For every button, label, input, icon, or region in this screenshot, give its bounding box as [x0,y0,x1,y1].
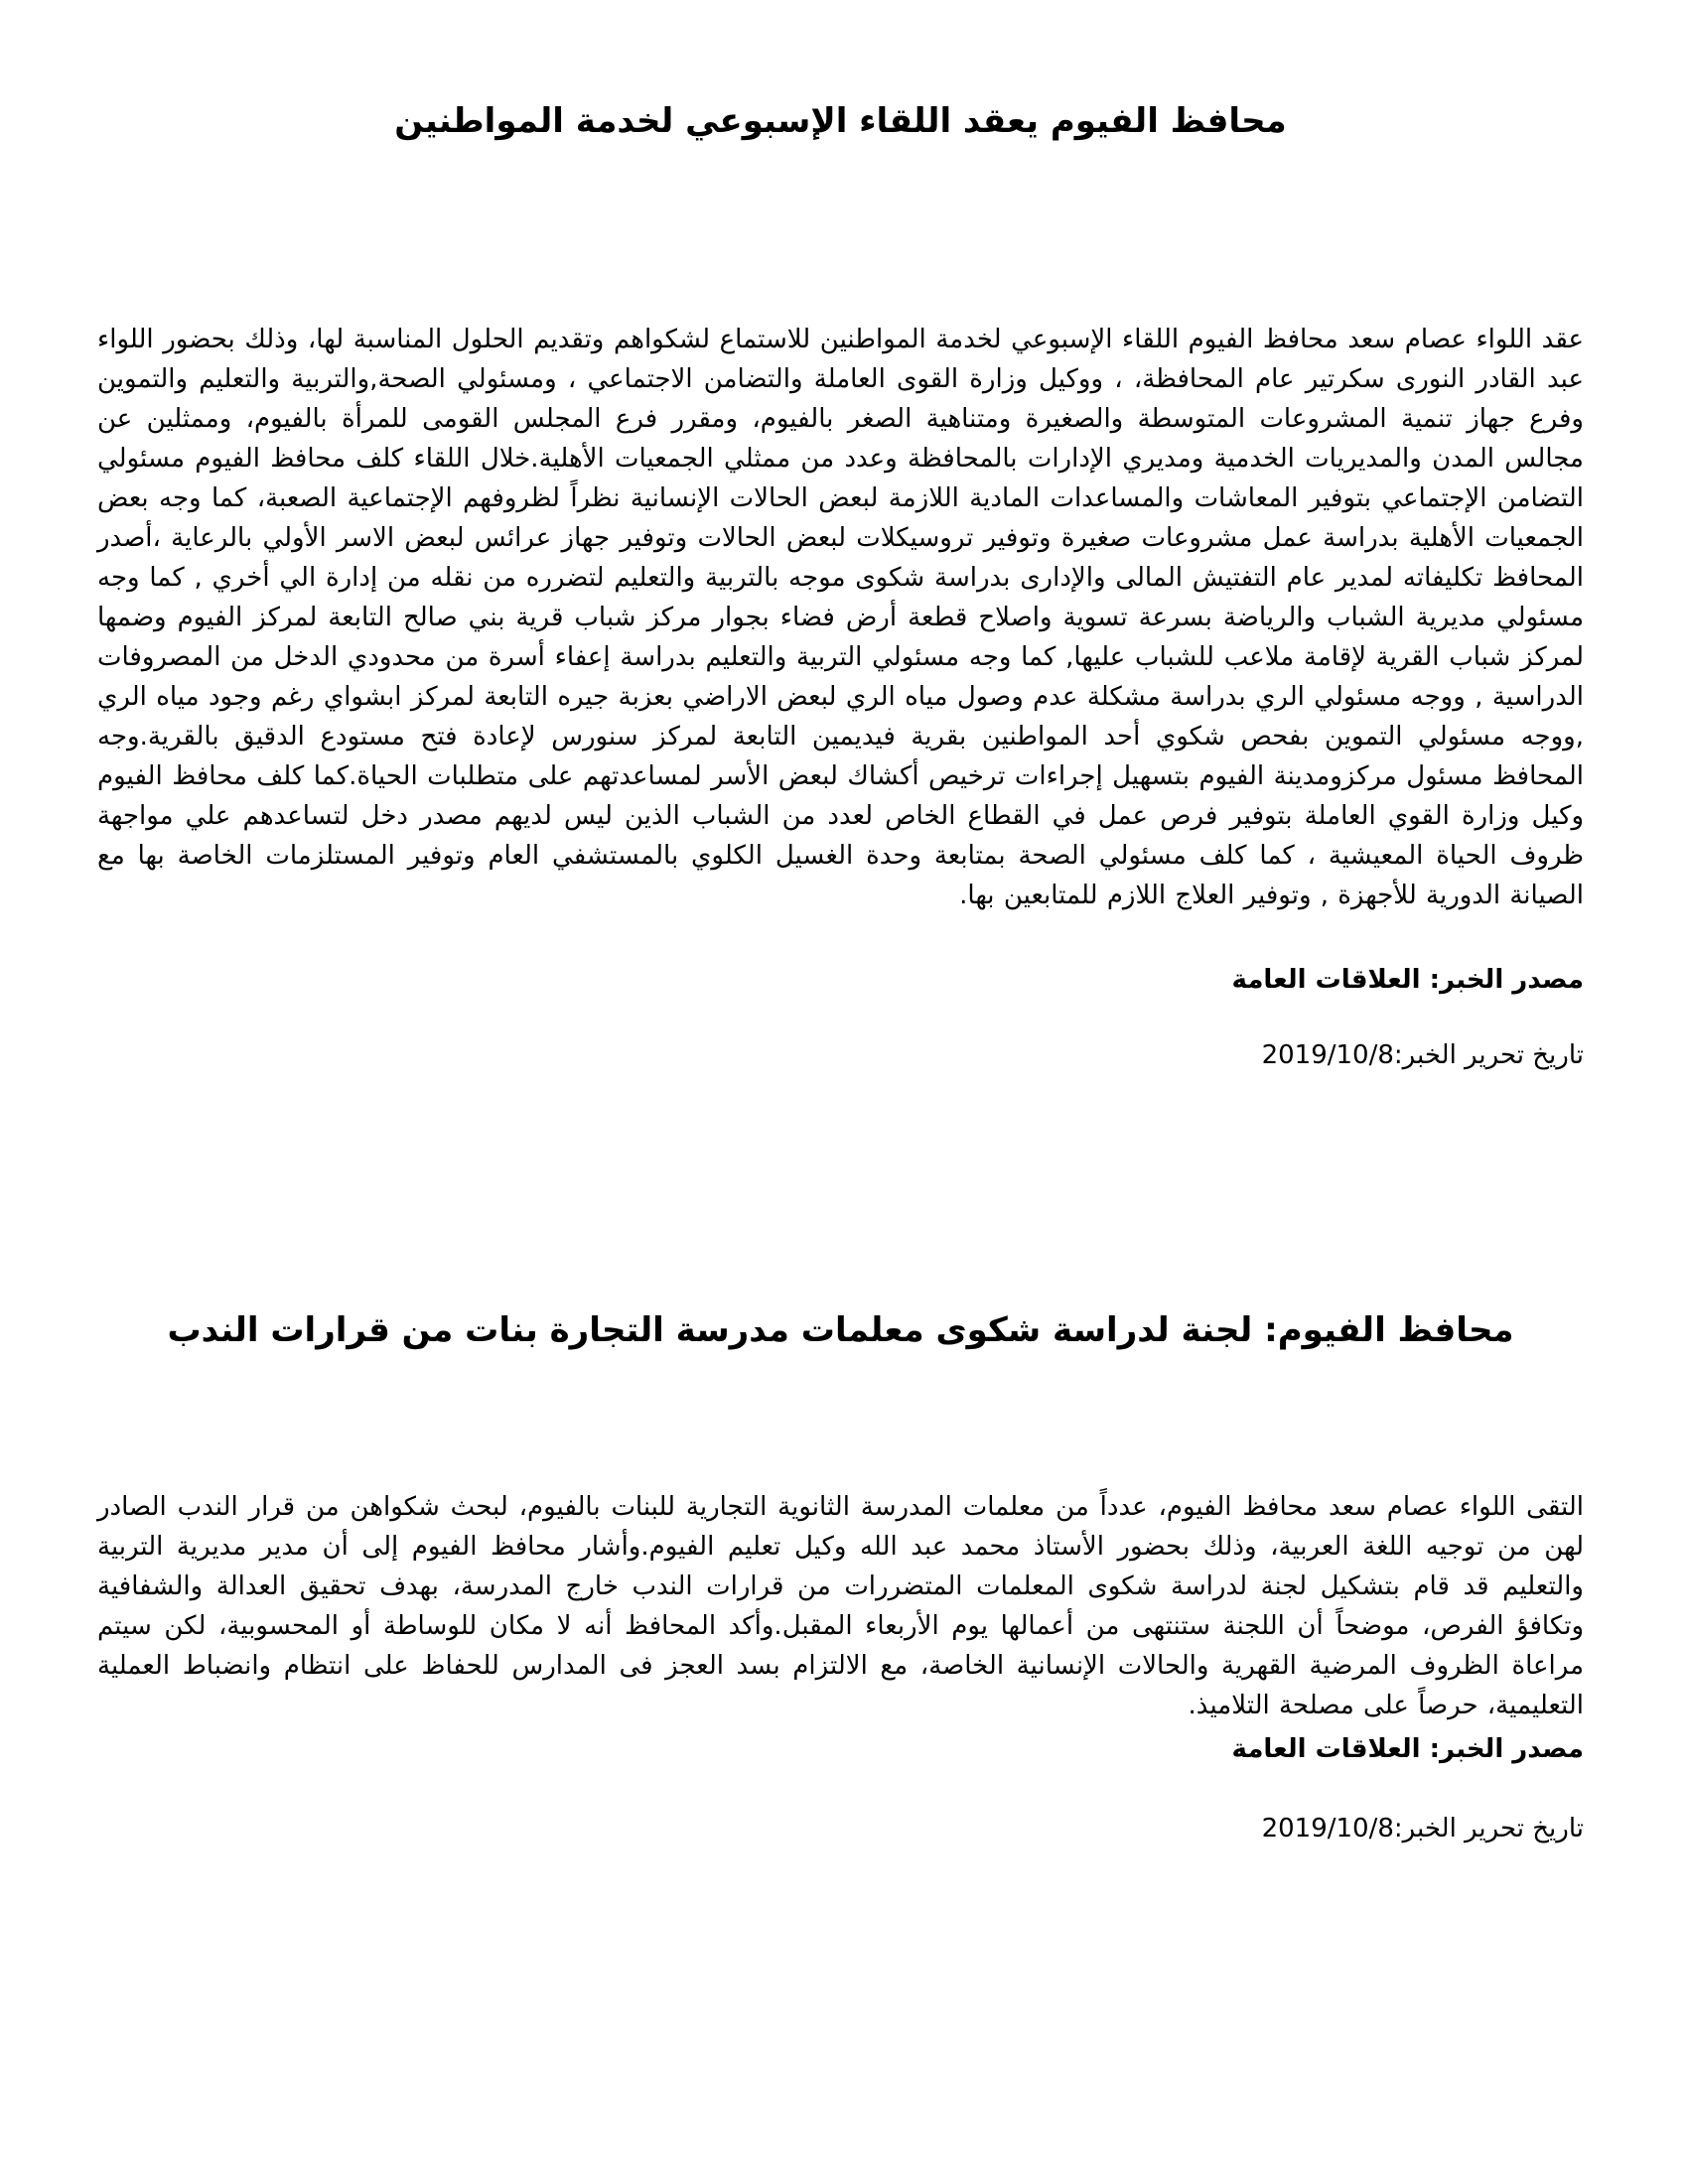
news-article [97,1300,1584,1848]
article-source: مصدر الخبر: العلاقات العامة [1231,965,1584,995]
article-headline: محافظ الفيوم يعقد اللقاء الإسبوعي لخدمة المواطنين [394,101,1287,141]
article-body: عقد اللواء عصام سعد محافظ الفيوم اللقاء الإسبوعي لخدمة المواطنين للاستماع لشكواهم وتقديم الحلول المناسبة لها، وذلك بحضور اللواء عبد القادر النورى سكرتير عام المحافظة، ، ووكيل وزارة القوى العاملة والتضامن الاجتماعي ، ومسئولي الصحة,والتربية والتعليم والتموين وفرع جهاز تنمية المشروعات المتوسطة والصغيرة ومتناهية الصغر بالفيوم، ومقرر فرع المجلس القومى للمرأة بالفيوم، وممثلين عن مجالس المدن والمديريات الخدمية ومديري الإدارات بالمحافظة وعدد من ممثلي الجمعيات الأهلية.خلال اللقاء كلف محافظ الفيوم مسئولي التضامن الإجتماعي بتوفير المعاشات والمساعدات المادية اللازمة لبعض الحالات الإنسانية نظراً لظروفهم الإجتماعية الصعبة، كما وجه بعض الجمعيات الأهلية بدراسة عمل مشروعات صغيرة وتوفير تروسيكلات لبعض الحالات وتوفير جهاز عرائس لبعض الاسر الأولي بالرعاية ،أصدر المحافظ تكليفاته لمدير عام التفتيش المالى والإدارى بدراسة شكوى موجه بالتربية والتعليم لتضرره من نقله من إدارة الي أخري , كما وجه مسئولي مديرية الشباب والرياضة بسرعة تسوية واصلاح قطعة أرض فضاء بجوار مركز شباب قرية بني صالح التابعة لمركز الفيوم وضمها لمركز شباب القرية لإقامة ملاعب للشباب عليها, كما وجه مسئولي التربية والتعليم بدراسة إعفاء أسرة من محدودي الدخل من المصروفات الدراسية , ووجه مسئولي الري بدراسة مشكلة عدم وصول مياه الري لبعض الاراضي بعزبة جيره التابعة لمركز ابشواي رغم وجود مياه الري ,ووجه مسئولي التموين بفحص شكوي أحد المواطنين بقرية فيديمين التابعة لمركز سنورس لإعادة فتح مستودع الدقيق بالقرية.وجه المحافظ مسئول مركزومدينة الفيوم بتسهيل إجراءات ترخيص أكشاك لبعض الأسر لمساعدتهم على متطلبات الحياة.كما كلف محافظ الفيوم وكيل وزارة القوي العاملة بتوفير فرص عمل في القطاع الخاص لعدد من الشباب الذين ليس لديهم مصدر دخل لتساعدهم علي مواجهة ظروف الحياة المعيشية ، كما كلف مسئولي الصحة بمتابعة وحدة الغسيل الكلوي بالمستشفي العام وتوفير المستلزمات الخاصة بها مع الصيانة الدورية للأجهزة , وتوفير العلاج اللازم للمتابعين بها. [97,325,1584,910]
article-headline: محافظ الفيوم: لجنة لدراسة شكوى معلمات مدرسة التجارة بنات من قرارات الندب [167,1310,1514,1350]
article-source: مصدر الخبر: العلاقات العامة [1231,1734,1584,1764]
article-date: تاريخ تحرير الخبر:2019/10/8 [1261,1040,1584,1070]
article-body: التقى اللواء عصام سعد محافظ الفيوم، عدداً من معلمات المدرسة الثانوية التجارية للبنات بالفيوم، لبحث شكواهن من قرار الندب الصادر لهن من توجيه اللغة العربية، وذلك بحضور الأستاذ محمد عبد الله وكيل تعليم الفيوم.وأشار محافظ الفيوم إلى أن مدير مديرية التربية والتعليم قد قام بتشكيل لجنة لدراسة شكوى المعلمات المتضررات من قرارات الندب خارج المدرسة، بهدف تحقيق العدالة والشفافية وتكافؤ الفرص، موضحاً أن اللجنة ستنتهى من أعمالها يوم الأربعاء المقبل.وأكد المحافظ أنه لا مكان للوساطة أو المحسوبية، لكن سيتم مراعاة الظروف المرضية القهرية والحالات الإنسانية الخاصة، مع الالتزام بسد العجز فى المدارس للحفاظ على انتظام وانضباط العملية التعليمية، حرصاً على مصلحة التلاميذ. [97,1492,1584,1720]
article-date: تاريخ تحرير الخبر:2019/10/8 [1261,1814,1584,1843]
news-article [97,91,1584,1075]
